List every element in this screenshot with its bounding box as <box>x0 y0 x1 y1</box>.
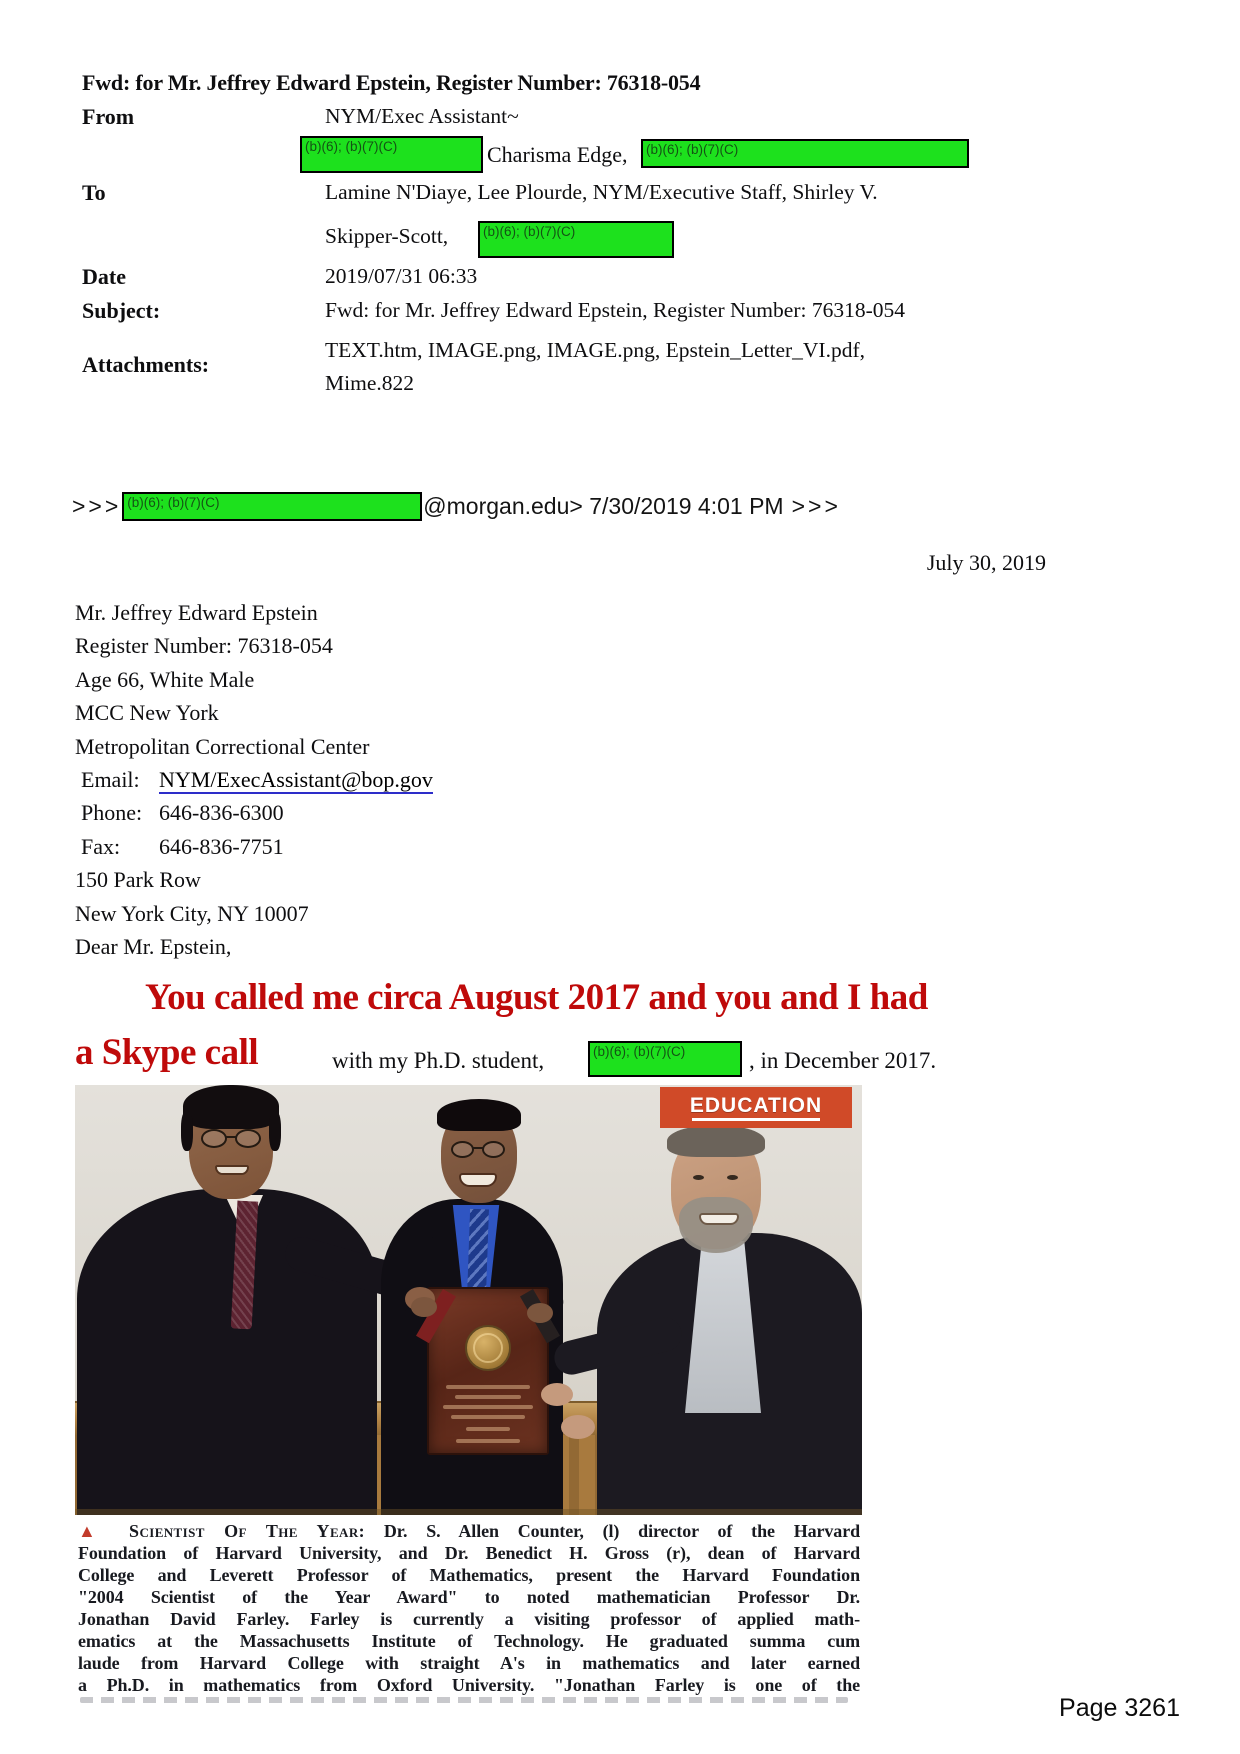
from-label: From <box>82 104 135 129</box>
body-line2 <box>75 1028 1075 1086</box>
center-man-glasses <box>451 1141 474 1158</box>
caption-line: College and Leverett Professor of Mathematics, present the Harvard Foundation <box>78 1565 860 1585</box>
page-number: Page 3261 <box>1059 1694 1180 1722</box>
redaction-label: (b)(6); (b)(7)(C) <box>127 495 220 510</box>
center-man-smile <box>459 1173 497 1187</box>
attachments-line2: Mime.822 <box>325 371 414 395</box>
center-man-hair <box>437 1099 521 1131</box>
quote-arrows-left: >>> <box>72 493 122 519</box>
attachments-label: Attachments: <box>82 352 210 377</box>
redaction-label: (b)(6); (b)(7)(C) <box>646 142 739 157</box>
subject-value: Fwd: for Mr. Jeffrey Edward Epstein, Register Number: 76318-054 <box>325 298 905 322</box>
quote-body: @morgan.edu> 7/30/2019 4:01 PM <box>423 493 784 519</box>
redaction-box-to <box>478 221 674 258</box>
letter-date: July 30, 2019 <box>926 550 1046 575</box>
photo-caption <box>78 1520 860 1696</box>
to-value-line2: Skipper-Scott, <box>325 224 449 248</box>
right-man-beard <box>679 1197 753 1253</box>
recipient-facility-full: Metropolitan Correctional Center <box>75 733 370 759</box>
fax-value: 646-836-7751 <box>159 833 284 859</box>
to-value-line1: Lamine N'Diaye, Lee Plourde, NYM/Executive Staff, Shirley V. <box>325 180 878 204</box>
recipient-register: Register Number: 76318-054 <box>75 633 333 659</box>
from-value: NYM/Exec Assistant~ <box>325 104 519 128</box>
email-label: Email: <box>81 767 140 793</box>
salutation: Dear Mr. Epstein, <box>75 934 232 960</box>
recipient-name: Mr. Jeffrey Edward Epstein <box>75 600 318 625</box>
body-before-redaction: with my Ph.D. student, <box>332 1048 545 1073</box>
left-man-hair <box>183 1085 279 1129</box>
education-banner-label: EDUCATION <box>689 1093 823 1117</box>
banner-underline <box>692 1118 820 1121</box>
caption-line: Foundation of Harvard University, and Dr. Benedict H. Gross (r), dean of Harvard <box>78 1543 860 1563</box>
newspaper-photo <box>75 1085 862 1515</box>
street-address: 150 Park Row <box>75 867 201 893</box>
email-title: Fwd: for Mr. Jeffrey Edward Epstein, Register Number: 76318-054 <box>82 70 701 95</box>
redaction-label: (b)(6); (b)(7)(C) <box>483 224 576 239</box>
highlight-line2: a Skype call <box>75 1032 259 1073</box>
phone-value: 646-836-6300 <box>159 800 284 826</box>
email-link[interactable]: NYM/ExecAssistant@bop.gov <box>159 767 433 793</box>
caption-line1-rest: Dr. S. Allen Counter, (l) director of the Harvard <box>383 1521 861 1541</box>
date-value: 2019/07/31 06:33 <box>325 264 478 288</box>
hand <box>541 1383 573 1406</box>
left-man-suit <box>77 1189 377 1515</box>
left-man-glasses <box>201 1129 227 1148</box>
redaction-box-from-2 <box>641 139 969 168</box>
redaction-label: (b)(6); (b)(7)(C) <box>593 1044 686 1059</box>
letter-address-block <box>75 596 433 963</box>
highlight-line1: You called me circa August 2017 and you and I had <box>145 977 928 1018</box>
caption-line: ematics at the Massachusetts Institute of Technology. He graduated summa cum <box>78 1631 860 1651</box>
phone-line <box>75 796 433 829</box>
right-man-hair <box>667 1125 765 1157</box>
redaction-box-student <box>588 1041 742 1077</box>
quoted-message-line <box>72 492 841 521</box>
caption-heading: Scientist Of The Year: <box>129 1521 365 1541</box>
redaction-box-quote <box>122 492 422 521</box>
recipient-facility-short: MCC New York <box>75 700 219 726</box>
from-name: Charisma Edge, <box>487 142 628 167</box>
body-after-redaction: , in December 2017. <box>749 1048 937 1073</box>
right-man-smile <box>699 1213 739 1225</box>
fax-line <box>75 830 433 863</box>
recipient-age: Age 66, White Male <box>75 666 255 692</box>
to-label: To <box>82 180 106 205</box>
caption-line: a Ph.D. in mathematics from Oxford University. "Jonathan Farley is one of the <box>78 1675 860 1695</box>
caption-line: laude from Harvard College with straight A's in mathematics and later earned <box>78 1653 860 1673</box>
quote-arrows-right: >>> <box>791 493 841 519</box>
hand <box>411 1297 437 1317</box>
redaction-label: (b)(6); (b)(7)(C) <box>305 139 398 154</box>
redaction-box-from-1 <box>300 136 483 173</box>
left-man-smile <box>215 1165 249 1175</box>
date-label: Date <box>82 264 126 289</box>
attachments-line1: TEXT.htm, IMAGE.png, IMAGE.png, Epstein_Letter_VI.pdf, <box>325 338 865 362</box>
caption-line: Jonathan David Farley. Farley is currently a visiting professor of applied math- <box>78 1609 860 1629</box>
email-line <box>75 763 433 796</box>
caption-cutoff-line <box>80 1697 848 1703</box>
caption-line: "2004 Scientist of the Year Award" to noted mathematician Professor Dr. <box>78 1587 860 1607</box>
subject-label: Subject: <box>82 298 161 323</box>
caption-line <box>78 1520 860 1542</box>
education-section-banner <box>660 1087 852 1128</box>
phone-label: Phone: <box>81 800 143 826</box>
city-address: New York City, NY 10007 <box>75 900 309 926</box>
triangle-marker-icon: ▲ <box>78 1521 111 1541</box>
fax-label: Fax: <box>81 833 121 859</box>
hand <box>527 1303 553 1323</box>
hand <box>561 1415 595 1439</box>
